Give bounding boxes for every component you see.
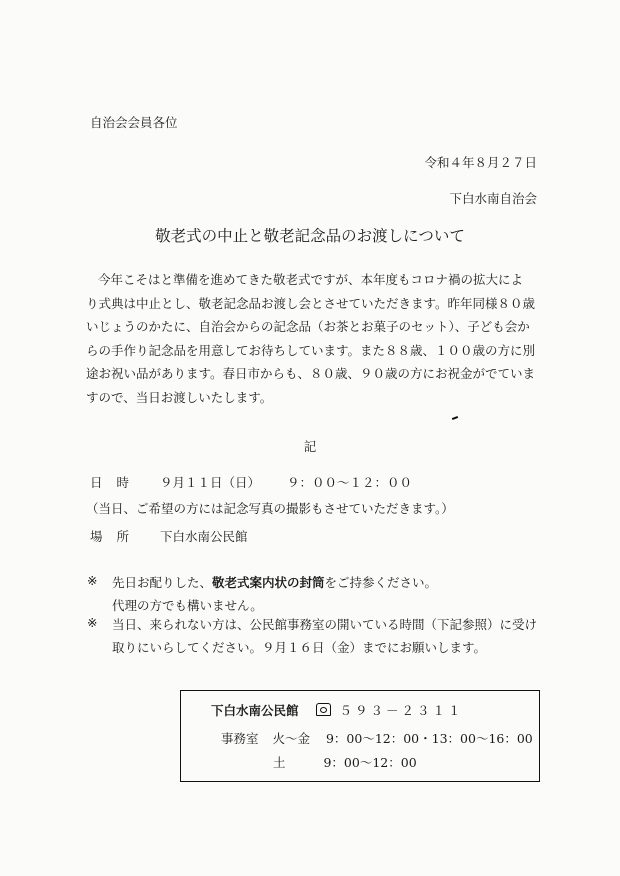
body-paragraph (86, 268, 546, 410)
photo-note: （当日、ご希望の方には記念写真の撮影もさせていただきます。） (86, 501, 454, 516)
document-title: 敬老式の中止と敬老記念品のお渡しについて (155, 227, 465, 245)
addressee: 自治会会員各位 (90, 115, 178, 130)
saturday-row (273, 753, 417, 771)
issuing-organization: 下白水南自治会 (449, 191, 537, 206)
note-1-post: をご持参ください。 (324, 575, 438, 590)
contact-box (180, 690, 540, 782)
office-hours-row (221, 729, 533, 747)
body-line: 今年こそはと準備を進めてきた敬老式ですが、本年度もコロナ禍の拡大によ (98, 272, 524, 287)
note-2-line2: 取りにいらしてください。９月１６日（金）までにお願いします。 (112, 640, 487, 655)
note-mark: ※ (87, 615, 98, 630)
body-line: いじょうのかたに、自治会からの記念品（お茶とお菓子のセット）、子ども会か (86, 319, 530, 335)
phone-icon (316, 703, 331, 716)
datetime-label: 日時 (90, 475, 144, 490)
contact-name: 下白水南公民館 (211, 703, 299, 718)
note-1-bold: 敬老式案内状の封筒 (212, 575, 325, 590)
weekday-hours: 9：00～12：00・13：00～16：00 (325, 731, 533, 746)
event-place: 下白水南公民館 (160, 529, 248, 544)
event-time: ９：００～１２：００ (287, 475, 413, 490)
document-date: 令和４年８月２７日 (424, 155, 537, 170)
note-1-line2: 代理の方でも構いません。 (112, 598, 263, 613)
saturday-hours: 9：00～12：00 (323, 755, 417, 770)
note-2-line1: 当日、来られない方は、公民館事務室の開いている時間（下記参照）に受け (112, 617, 538, 632)
body-line: すので、当日お渡しいたします。 (86, 389, 273, 405)
pen-mark (452, 416, 458, 420)
body-line: 途お祝い品があります。春日市からも、８０歳、９０歳の方にお祝金がでていま (86, 366, 536, 382)
note-1-pre: 先日お配りした、 (112, 575, 213, 590)
weekday-label: 火～金 (272, 731, 310, 746)
body-line: らの手作り記念品を用意してお待ちしています。また８８歳、１００歳の方に別 (86, 342, 536, 358)
note-mark: ※ (87, 573, 98, 588)
note-1 (112, 573, 437, 591)
saturday-label: 土 (273, 755, 286, 770)
place-label: 場所 (90, 529, 144, 544)
contact-phone: ５９３－２３１１ (339, 703, 464, 718)
ki-heading: 記 (303, 439, 317, 454)
event-date: ９月１１日（日） (160, 475, 261, 490)
body-line: り式典は中止とし、敬老記念品お渡し会とさせていただきます。昨年同様８０歳 (86, 295, 536, 311)
office-label: 事務室 (221, 731, 259, 746)
contact-name-row (211, 701, 463, 719)
